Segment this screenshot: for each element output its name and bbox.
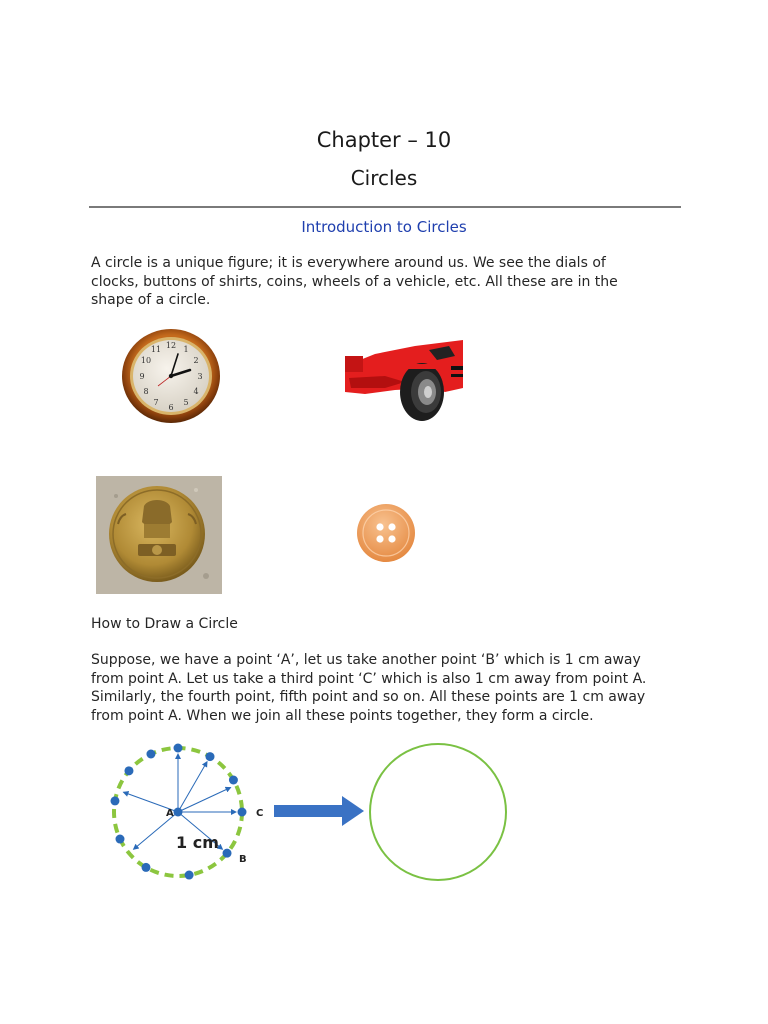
radius-line <box>178 787 231 812</box>
how-to-draw-line: from point A. When we join all these points together, they form a circle. <box>91 707 594 724</box>
circle-point <box>229 776 238 785</box>
svg-text:3: 3 <box>197 372 203 381</box>
circle-point <box>206 752 215 761</box>
circle-point <box>142 863 151 872</box>
center-point <box>174 808 183 817</box>
chapter-title: Circles <box>350 166 418 190</box>
how-to-draw-line: Suppose, we have a point ‘A’, let us take another point ‘B’ which is 1 cm away <box>91 652 641 668</box>
circle-point <box>146 749 155 758</box>
circle-construction-diagram <box>96 736 526 886</box>
clock-image <box>118 326 224 426</box>
chapter-number: Chapter – 10 <box>316 128 452 152</box>
point-b-label: B <box>239 854 247 865</box>
title-divider <box>89 206 681 208</box>
svg-text:10: 10 <box>140 356 152 365</box>
center-label: A <box>166 808 174 819</box>
intro-line: shape of a circle. <box>91 292 211 308</box>
section-heading-introduction: Introduction to Circles <box>301 218 467 236</box>
circle-point <box>185 871 194 880</box>
svg-text:2: 2 <box>193 356 199 365</box>
coin-image <box>96 476 222 594</box>
result-circle <box>370 744 506 880</box>
intro-paragraph <box>91 254 681 310</box>
intro-line: A circle is a unique figure; it is everywhere around us. We see the dials of <box>91 255 606 271</box>
svg-text:4: 4 <box>193 387 199 396</box>
how-to-draw-paragraph <box>91 651 681 725</box>
svg-text:9: 9 <box>139 372 145 381</box>
circle-point <box>124 766 133 775</box>
how-to-draw-line: from point A. Let us take a third point ‘C’ which is also 1 cm away from point A. <box>91 670 647 687</box>
circle-point <box>174 744 183 753</box>
svg-text:1: 1 <box>183 345 189 354</box>
radius-label: 1 cm <box>176 833 219 852</box>
svg-text:6: 6 <box>168 403 174 412</box>
circle-point <box>223 849 232 858</box>
intro-line: clocks, buttons of shirts, coins, wheels of a vehicle, etc. All these are in the <box>91 273 618 290</box>
svg-text:5: 5 <box>183 398 189 407</box>
shirt-button-image <box>354 501 418 565</box>
svg-text:7: 7 <box>153 398 159 407</box>
circle-point <box>110 796 119 805</box>
how-to-draw-line: Similarly, the fourth point, fifth point and so on. All these points are 1 cm away <box>91 689 646 705</box>
circle-point <box>238 808 247 817</box>
section-heading-how-to-draw: How to Draw a Circle <box>91 616 238 632</box>
arrow-head-icon <box>342 796 364 826</box>
svg-text:8: 8 <box>143 387 149 396</box>
arrow-shaft <box>274 805 344 817</box>
radius-line <box>178 762 207 812</box>
point-c-label: C <box>256 808 264 819</box>
circle-point <box>115 835 124 844</box>
svg-text:12: 12 <box>165 341 177 350</box>
svg-text:11: 11 <box>150 345 162 354</box>
race-car-wheel-image <box>345 336 463 422</box>
